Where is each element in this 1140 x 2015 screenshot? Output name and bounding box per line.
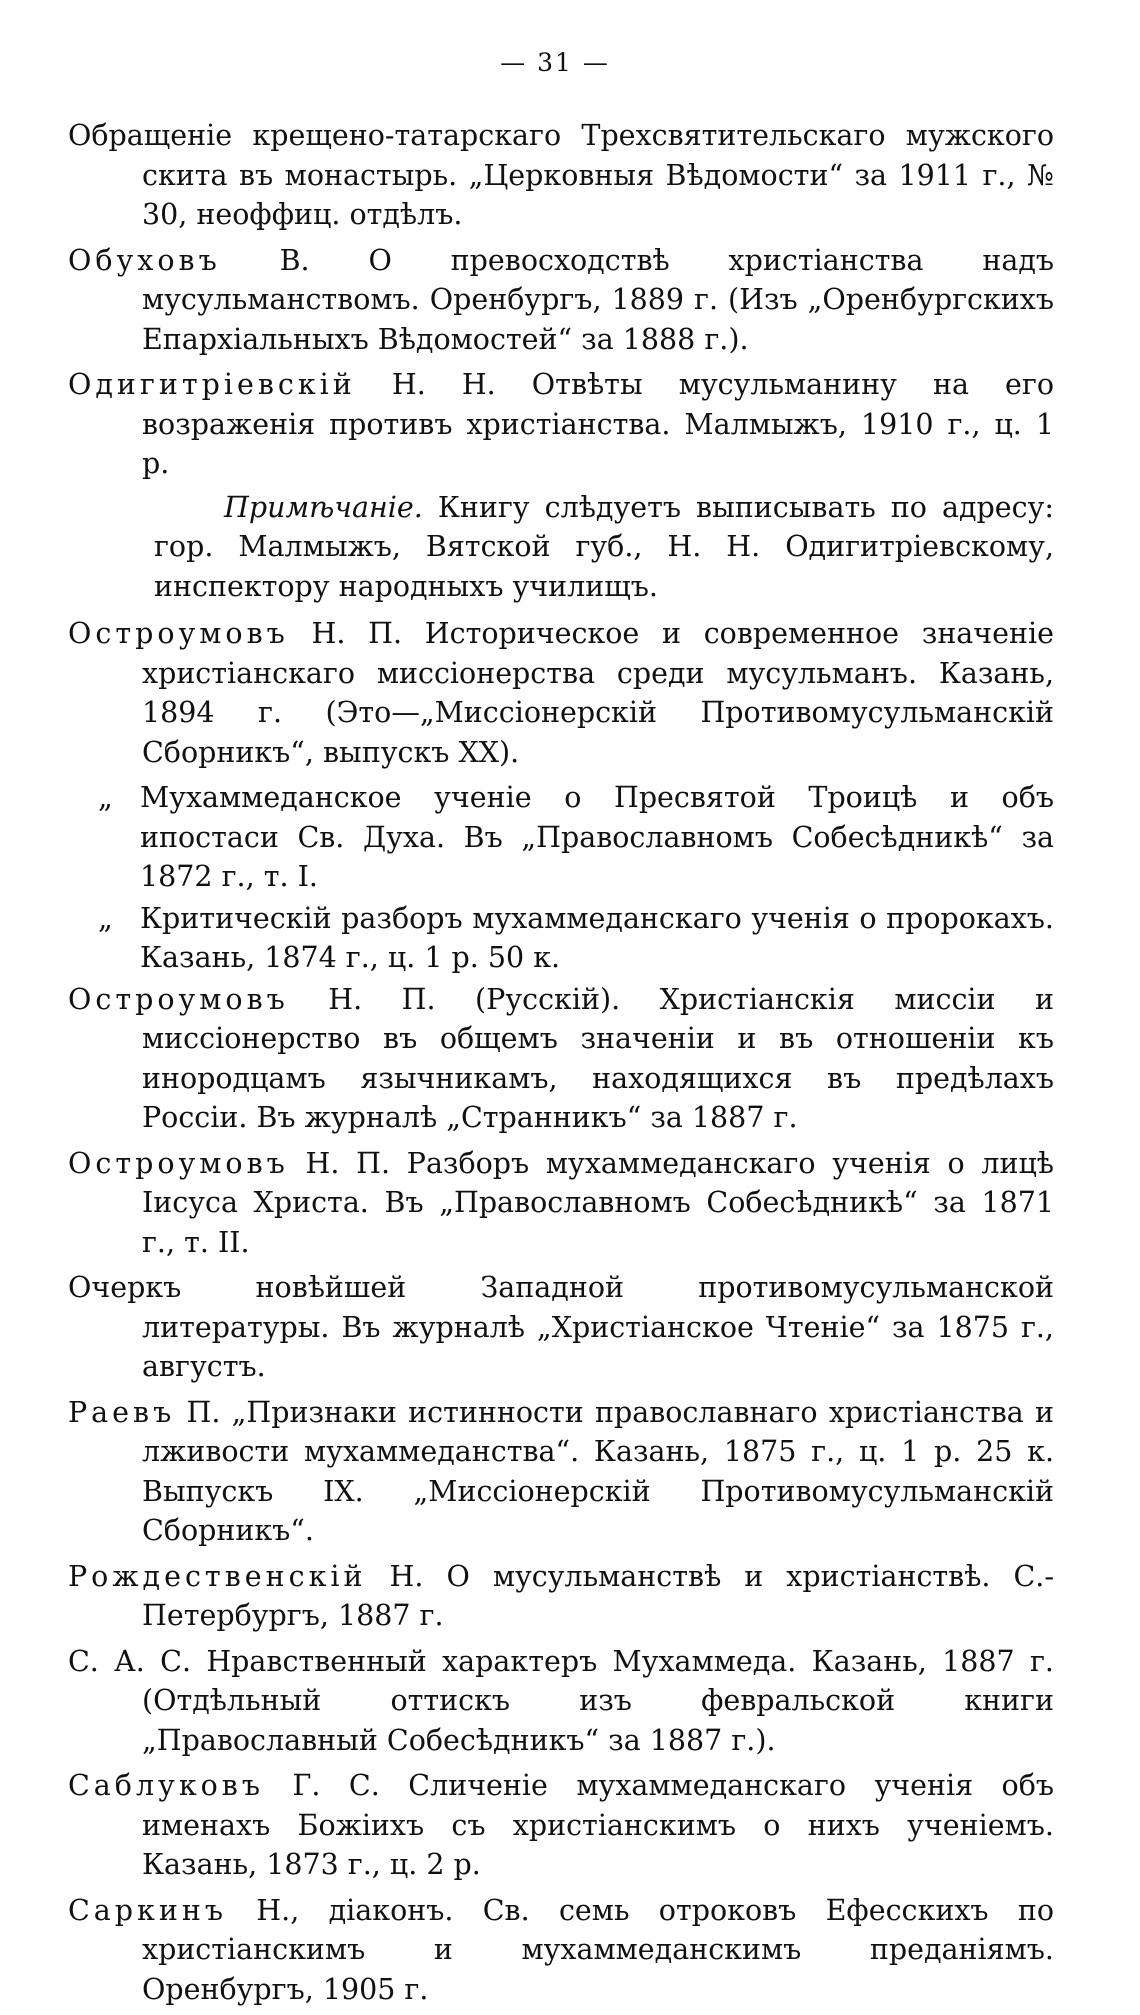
bibliography-entry — [68, 1766, 1054, 1885]
entry-author: Одигитріевскій — [68, 368, 356, 401]
bibliography-entry — [68, 1268, 1054, 1387]
bibliography-entry — [68, 1642, 1054, 1761]
bibliography-entry-ditto — [68, 778, 1054, 897]
entry-text: Н. П. Историческое и современное значеніе христіанскаго миссіонерства среди мусульманъ. Казань, 1894 г. (Это—„Миссіонерскій Противомусульманскій Сборникъ“, выпускъ XX). — [142, 617, 1054, 769]
entry-text: П. „Признаки истинности православнаго христіанства и лживости мухаммеданства“. Казань, 1875 г., ц. 1 р. 25 к. Выпускъ IX. „Миссіонерскій Противомусульманскій Сборникъ“. — [142, 1395, 1054, 1547]
bibliography-entry — [68, 116, 1054, 235]
entry-text: Мухаммеданское ученіе о Пресвятой Троицѣ и объ ипостаси Св. Духа. Въ „Православномъ Собесѣдникѣ“ за 1872 г., т. I. — [140, 781, 1054, 893]
bibliography-entry — [68, 365, 1054, 484]
entry-note — [68, 488, 1054, 607]
entry-author: Остроумовъ — [68, 617, 289, 650]
bibliography-entry — [68, 980, 1054, 1138]
entry-text: Н., діаконъ. Св. семь отроковъ Ефесскихъ по христіанскимъ и мухаммеданскимъ преданіямъ. Оренбургъ, 1905 г. — [142, 1893, 1054, 2006]
entry-text: Н. О мусульманствѣ и христіанствѣ. С.-Петербургъ, 1887 г. — [142, 1559, 1054, 1632]
entry-text: Н. П. Разборъ мухаммеданскаго ученія о лицѣ Іисуса Христа. Въ „Православномъ Собесѣдникѣ“ за 1871 г., т. II. — [142, 1146, 1054, 1259]
entry-author: Саблуковъ — [68, 1769, 264, 1802]
entry-text: Очеркъ новѣйшей Западной противомусульманской литературы. Въ журналѣ „Христіанское Чтеніе“ за 1875 г., августъ. — [68, 1271, 1054, 1383]
ditto-mark: „ — [98, 781, 113, 814]
entry-text: Обращеніе крещено-татарскаго Трехсвятительскаго мужского скита въ монастырь. „Церковныя Вѣдомости“ за 1911 г., № 30, неоффиц. отдѣлъ. — [68, 119, 1054, 231]
bibliography-entry — [68, 1891, 1054, 2010]
entry-author: Остроумовъ — [68, 1146, 289, 1180]
entry-text: Критическій разборъ мухаммеданскаго ученія о пророкахъ. Казань, 1874 г., ц. 1 р. 50 к. — [140, 901, 1054, 974]
entry-text: Г. С. Сличеніе мухаммеданскаго ученія объ именахъ Божіихъ съ христіанскимъ о нихъ ученіемъ. Казань, 1873 г., ц. 2 р. — [142, 1769, 1054, 1881]
entry-text: Н. П. (Русскій). Христіанскія миссіи и миссіонерство въ общемъ значеніи и въ отношеніи къ инородцамъ язычникамъ, находящихся въ предѣлахъ Россіи. Въ журналѣ „Странникъ“ за 1887 г. — [142, 982, 1054, 1134]
note-text: Книгу слѣдуетъ выписывать по адресу: гор. Малмыжъ, Вятской губ., Н. Н. Одигитріевскому, инспектору народныхъ училищъ. — [154, 490, 1054, 603]
entry-author: Остроумовъ — [68, 982, 289, 1016]
bibliography-entry — [68, 1144, 1054, 1263]
bibliography-list — [68, 116, 1054, 2015]
bibliography-entry — [68, 1557, 1054, 1636]
entry-author: Обуховъ — [68, 243, 221, 277]
bibliography-entry — [68, 241, 1054, 360]
entry-author: Раевъ — [68, 1395, 176, 1429]
entry-text: В. О превосходствѣ христіанства надъ мусульманствомъ. Оренбургъ, 1889 г. (Изъ „Оренбургскихъ Епархіальныхъ Вѣдомостей“ за 1888 г.). — [142, 243, 1054, 356]
bibliography-entry — [68, 614, 1054, 772]
entry-author: Рождественскій — [68, 1559, 367, 1593]
ditto-mark: „ — [98, 901, 113, 935]
bibliography-entry — [68, 1393, 1054, 1551]
entry-text: Н. Н. Отвѣты мусульманину на его возраженія противъ христіанства. Малмыжъ, 1910 г., ц. 1 р. — [142, 368, 1054, 480]
entry-text: С. А. С. Нравственный характеръ Мухаммеда. Казань, 1887 г. (Отдѣльный оттискъ изъ февральской книги „Православный Собесѣдникъ“ за 1887 г.). — [68, 1644, 1054, 1757]
bibliography-entry-ditto — [68, 899, 1054, 978]
page-number: — 31 — — [500, 48, 610, 77]
entry-author: Саркинъ — [68, 1893, 227, 1927]
note-label: Примѣчаніе. — [224, 490, 423, 524]
